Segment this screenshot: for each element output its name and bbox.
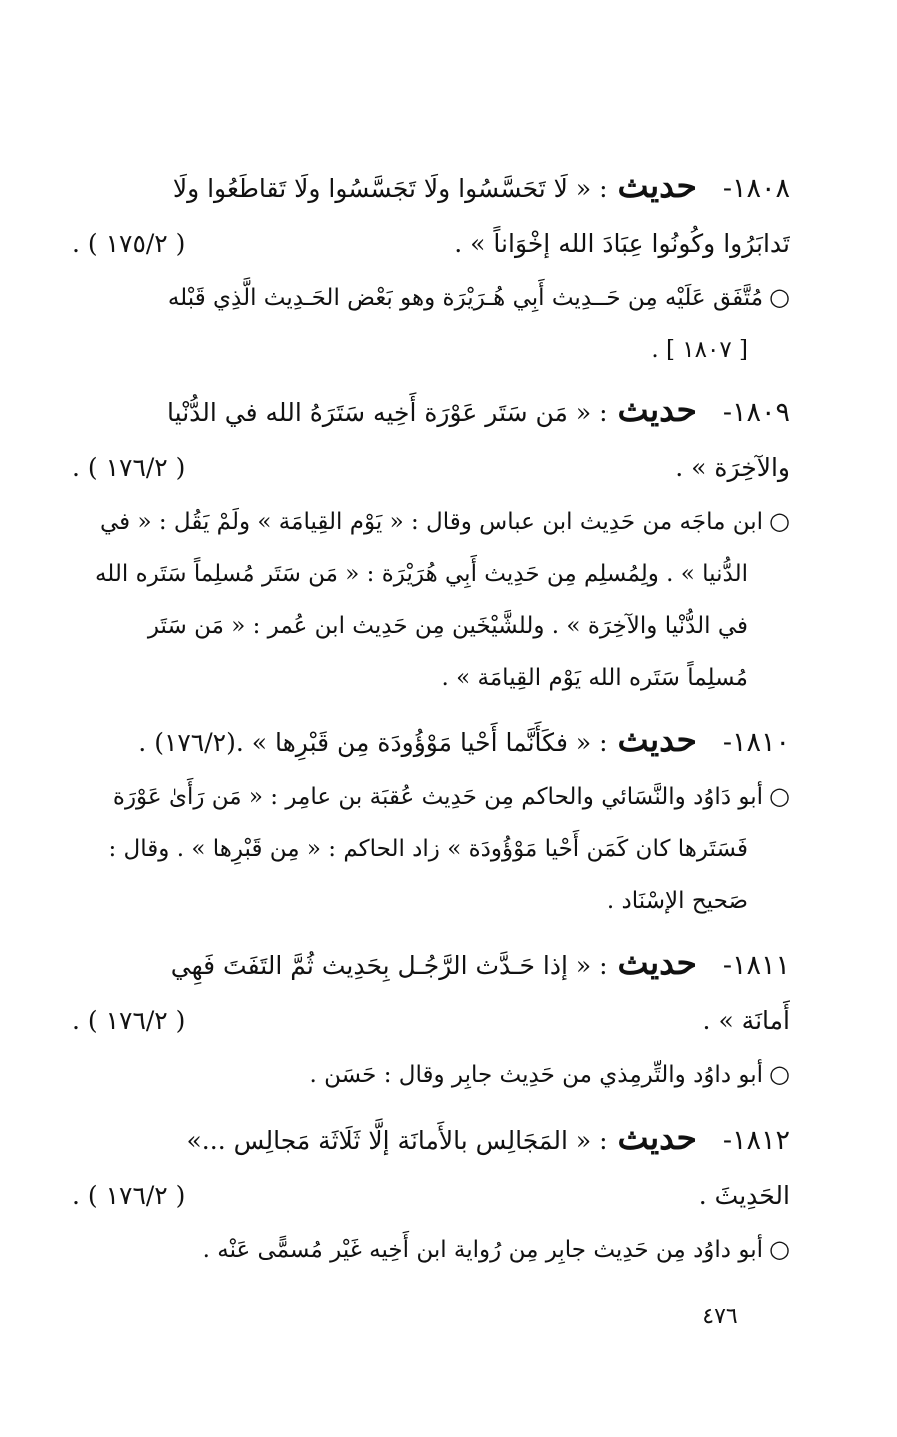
- hadith-text: والآخِرَة » .: [675, 453, 790, 482]
- reference: ( ١٧٦/٢ ) .: [72, 453, 186, 482]
- entry-number: ١٨١١-: [722, 950, 790, 981]
- hadith-line: [72, 216, 790, 271]
- hadith-line: [72, 1168, 790, 1223]
- note-line: فَسَتَرها كان كَمَن أَحْيا مَوْؤُودَة » زاد الحاكم : « مِن قَبْرِها » . وقال :: [108, 836, 748, 862]
- entry-number: ١٨١٢-: [722, 1125, 790, 1156]
- hadith-text: : « لَا تَحَسَّسُوا ولَا تَجَسَّسُوا ولَا تَقاطَعُوا ولَا: [172, 174, 608, 203]
- note-line: الدُّنيا » . ولِمُسلِم مِن حَدِيث أَبِي هُرَيْرَة : « مَن سَتَر مُسلِماً سَتَره الله: [94, 561, 748, 587]
- reference: ( ١٧٥/٢ ) .: [72, 229, 186, 258]
- hadith-keyword: حديث: [617, 390, 697, 429]
- hadith-text: الحَدِيثَ .: [698, 1181, 790, 1210]
- hadith-line: [72, 1110, 790, 1168]
- note-line: ○مُتَّفَق عَلَيْه مِن حَــدِيث أَبِي هُـرَيْرَة وهو بَعْض الحَـدِيث الَّذِي قَبْله: [167, 283, 790, 311]
- note-line: مُسلِماً سَتَره الله يَوْم القِيامَة » .: [441, 665, 748, 691]
- note-line: ○أبو داوُد والتِّرمِذي من حَدِيث جابِر وقال : حَسَن .: [309, 1060, 790, 1088]
- hadith-line: [72, 993, 790, 1048]
- hadith-text: : « مَن سَتَر عَوْرَة أَخِيه سَتَرَهُ الله في الدُّنْيا: [167, 398, 608, 427]
- hadith-entry-1810: [72, 712, 790, 927]
- hadith-line: [72, 158, 790, 216]
- hadith-line: [72, 382, 790, 440]
- entry-number: ١٨١٠-: [722, 727, 790, 758]
- takhrij-note: [72, 1048, 790, 1101]
- reference: ( ١٧٦/٢ ) .: [72, 1006, 186, 1035]
- page-number: ٤٧٦: [702, 1304, 738, 1329]
- circle-bullet-icon: ○: [769, 1235, 790, 1263]
- circle-bullet-icon: ○: [769, 283, 790, 311]
- entry-number: ١٨٠٩-: [722, 397, 790, 428]
- takhrij-note: [72, 770, 790, 927]
- hadith-text: أَمانَة » .: [702, 1006, 790, 1035]
- hadith-entry-1811: [72, 935, 790, 1101]
- hadith-keyword: حديث: [617, 1118, 697, 1157]
- circle-bullet-icon: ○: [769, 507, 790, 535]
- takhrij-note: [72, 271, 790, 376]
- hadith-line: [72, 935, 790, 993]
- hadith-keyword: حديث: [617, 720, 697, 759]
- circle-bullet-icon: ○: [769, 782, 790, 810]
- reference: ( ١٧٦/٢ ) .: [72, 1181, 186, 1210]
- note-line: ○ابن ماجَه من حَدِيث ابن عباس وقال : « يَوْم القِيامَة » ولَمْ يَقُل : « في: [100, 507, 790, 535]
- hadith-text: : « إذا حَـدَّث الرَّجُـل بِحَدِيث ثُمَّ التَفَتَ فَهِي: [170, 951, 608, 980]
- note-line: ○أبو داوُد مِن حَدِيث جابِر مِن رُواية ابن أَخِيه غَيْر مُسمًّى عَنْه .: [202, 1235, 790, 1263]
- takhrij-note: [72, 1223, 790, 1276]
- hadith-keyword: حديث: [617, 943, 697, 982]
- hadith-line: [72, 440, 790, 495]
- hadith-text: : « فكَأَنَّما أَحْيا مَوْؤُودَة مِن قَبْرِها » .(١٧٦/٢) .: [138, 728, 608, 757]
- takhrij-note: [72, 495, 790, 704]
- hadith-entry-1812: [72, 1110, 790, 1276]
- hadith-entry-1809: [72, 382, 790, 704]
- note-line: ○أبو دَاوُد والنَّسَائي والحاكم مِن حَدِيث عُقبَة بن عامِر : « مَن رَأَىٰ عَوْرَة: [112, 782, 790, 810]
- circle-bullet-icon: ○: [769, 1060, 790, 1088]
- note-line: في الدُّنْيا والآخِرَة » . وللشَّيْخَين مِن حَدِيث ابن عُمر : « مَن سَتَر: [147, 613, 748, 639]
- note-line: صَحيح الإسْنَاد .: [606, 888, 748, 914]
- hadith-keyword: حديث: [617, 166, 697, 205]
- hadith-text: تَدابَرُوا وكُونُوا عِبَادَ الله إخْوَاناً » .: [454, 229, 790, 258]
- hadith-line: [72, 712, 790, 770]
- entry-number: ١٨٠٨-: [722, 173, 790, 204]
- note-line: [ ١٨٠٧ ] .: [651, 337, 748, 363]
- hadith-entry-1808: [72, 158, 790, 376]
- hadith-text: : « المَجَالِس بالأَمانَة إلَّا ثَلَاثَة مَجالِس ...»: [186, 1126, 608, 1155]
